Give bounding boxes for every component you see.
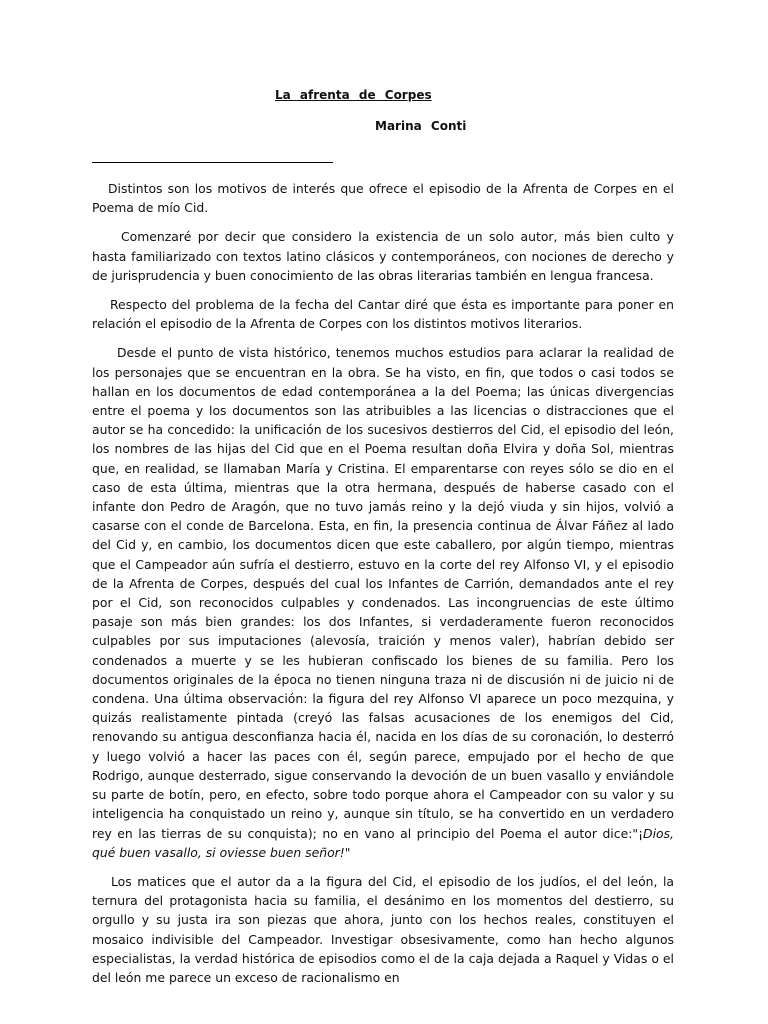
- paragraph-4: [92, 343, 674, 861]
- document-title: La afrenta de Corpes: [275, 88, 432, 102]
- paragraph-4-text: Desde el punto de vista histórico, tenemos muchos estudios para aclarar la realidad de los personajes que se encuentran en la obra. Se ha visto, en fin, que todos o casi todos se hallan en los documentos de edad contemporánea a la del Poema; las únicas divergencias entre el poema y los documentos son las atribuibles a las licencias o distracciones que el autor se ha concedido: la unificación de los sucesivos destierros del Cid, el episodio del león, los nombres de las hijas del Cid que en el Poema resultan doña Elvira y doña Sol, mientras que, en realidad, se llamaban María y Cristina. El emparentarse con reyes sólo se dio en el caso de esta última, mientras que la otra hermana, después de haberse casado con el infante don Pedro de Aragón, que no tuvo jamás reino y la dejó viuda y sin hijos, volvió a casarse con el conde de Barcelona. Esta, en fin, la presencia continua de Álvar Fáñez al lado del Cid y, en cambio, los documentos dicen que este caballero, por algún tiempo, mientras que el Campeador aún sufría el destierro, estuvo en la corte del rey Alfonso VI, y el episodio de la Afrenta de Corpes, después del cual los Infantes de Carrión, demandados ante el rey por el Cid, son reconocidos culpables y condenados. Las incongruencias de este último pasaje son más bien grandes: los dos Infantes, si verdaderamente fueron reconocidos culpables por sus imputaciones (alevosía, traición y menos valer), habrían debido ser condenados a muerte y se les hubieran confiscado los bienes de su familia. Pero los documentos originales de la época no tienen ninguna traza ni de discusión ni de juicio ni de condena. Una última observación: la figura del rey Alfonso VI aparece un poco mezquina, y quizás realistamente pintada (creyó las falsas acusaciones de los enemigos del Cid, renovando su antigua desconfianza hacia él, nacida en los días de su coronación, lo desterró y luego volvió a hacer las paces con él, según parece, empujado por el hecho de que Rodrigo, aunque desterrado, sigue conservando la devoción de un buen vasallo y enviándole su parte de botín, pero, en efecto, sobre todo porque ahora el Campeador con su valor y su inteligencia ha conquistado un reino y, aunque sin título, se ha convertido en un verdadero rey en las tierras de su conquista); no en vano al principio del Poema el autor dice:"¡: [92, 345, 674, 841]
- paragraph-2: Comenzaré por decir que considero la existencia de un solo autor, más bien culto y hasta familiarizado con textos latino clásicos y contemporáneos, con nociones de derecho y de jurisprudencia y buen conocimiento de las obras literarias también en lengua francesa.: [92, 229, 674, 283]
- paragraph-5: Los matices que el autor da a la figura del Cid, el episodio de los judíos, el del león, la ternura del protagonista hacia su familia, el desánimo en los momentos del destierro, su orgullo y su justa ira son piezas que ahora, junto con los hechos reales, constituyen el mosaico indivisible del Campeador. Investigar obsesivamente, como han hecho algunos especialistas, la verdad histórica de episodios como el de la caja dejada a Raquel y Vidas o el del león me parece un exceso de racionalismo en: [92, 873, 674, 985]
- paragraph-3: Respecto del problema de la fecha del Cantar diré que ésta es importante para poner en relación el episodio de la Afrenta de Corpes con los distintos motivos literarios.: [92, 297, 674, 332]
- author-name: Marina Conti: [375, 119, 467, 133]
- paragraph-1: Distintos son los motivos de interés que ofrece el episodio de la Afrenta de Corpes en el Poema de mío Cid.: [92, 181, 674, 216]
- paragraph-4-quote: Dios, qué buen vasallo, si oviesse buen señor!": [92, 825, 674, 860]
- horizontal-rule: [92, 162, 333, 163]
- document-body: [92, 179, 674, 997]
